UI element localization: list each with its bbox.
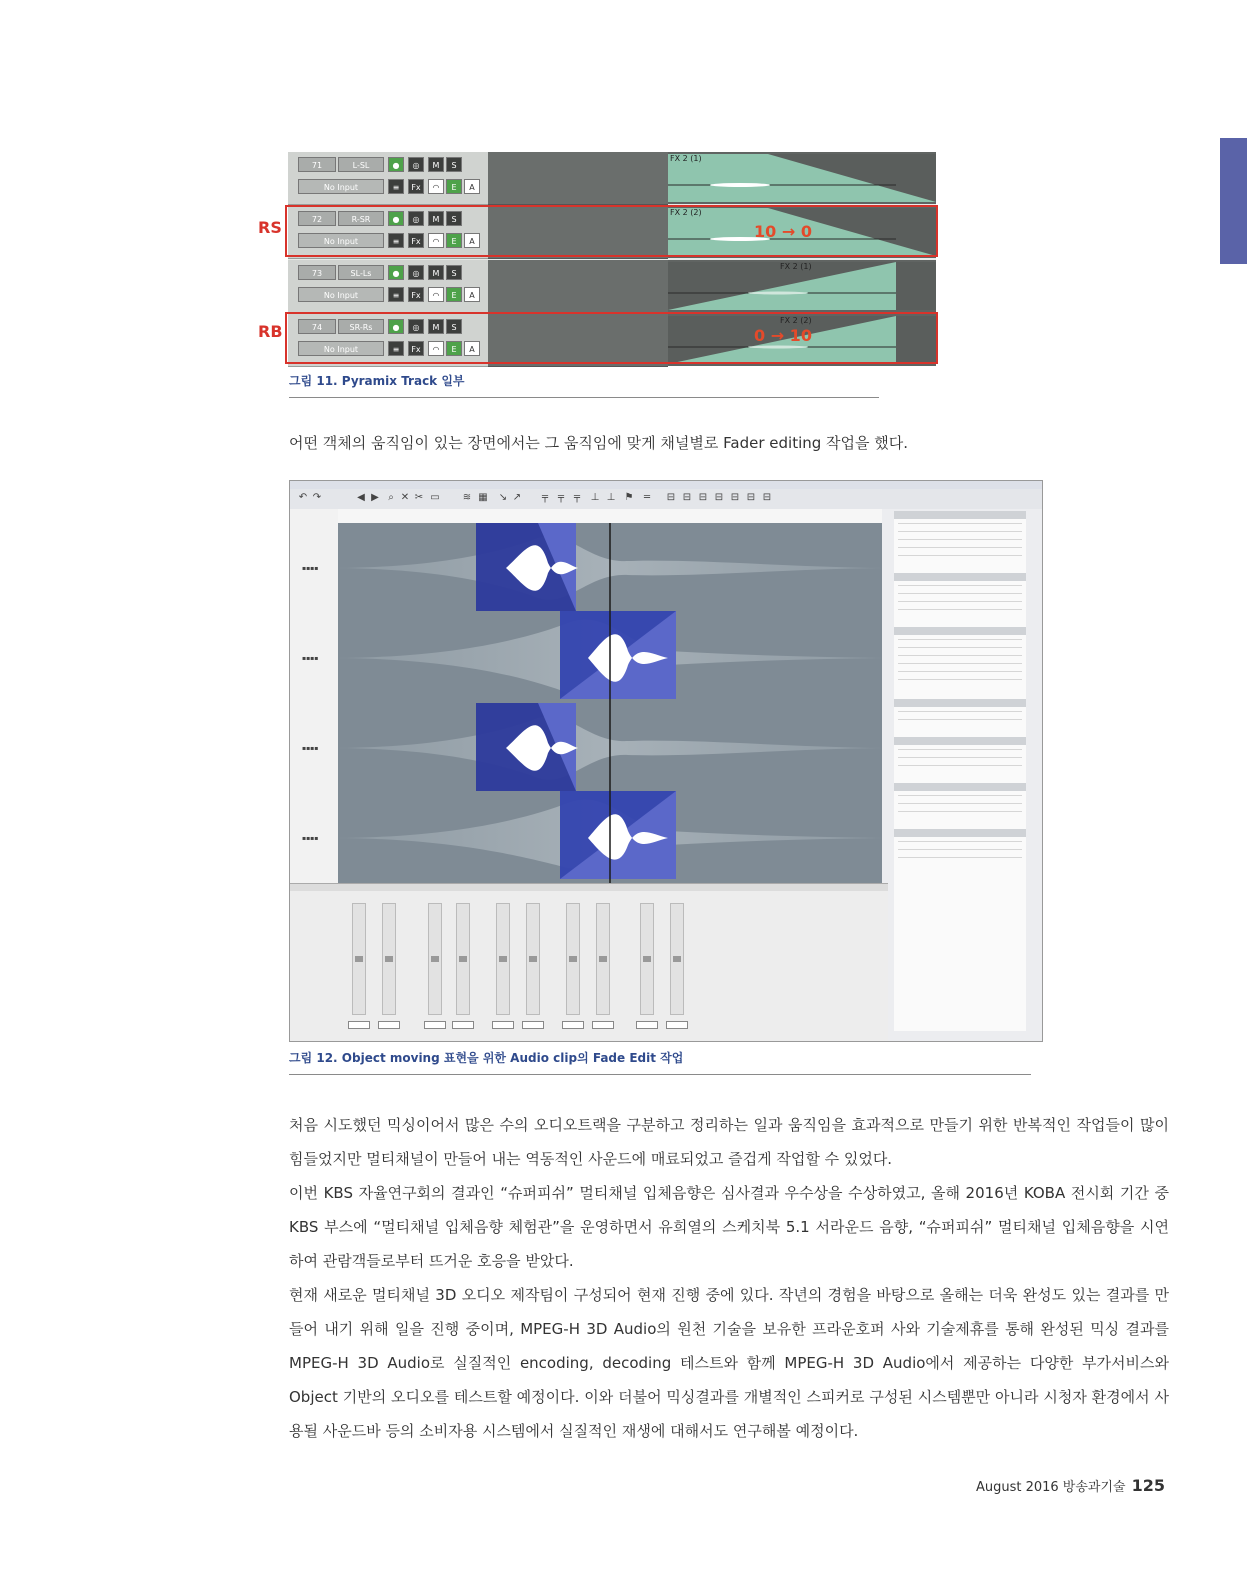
track-name[interactable]: SL-Ls bbox=[338, 265, 384, 280]
solo-button[interactable]: S bbox=[446, 265, 462, 280]
value-field[interactable] bbox=[452, 1021, 474, 1029]
issue-label: August 2016 방송과기술 bbox=[975, 1480, 1126, 1495]
property-row bbox=[898, 765, 1022, 766]
property-row bbox=[898, 663, 1022, 664]
property-row bbox=[898, 671, 1022, 672]
rb-highlight-box bbox=[285, 312, 938, 364]
curve-out-slider[interactable] bbox=[428, 903, 442, 1015]
property-row bbox=[898, 601, 1022, 602]
record-icon[interactable]: ● bbox=[388, 211, 404, 226]
media-in-slider[interactable] bbox=[670, 903, 684, 1015]
panel-section-header[interactable] bbox=[894, 627, 1026, 635]
mute-button[interactable]: M bbox=[428, 319, 444, 334]
fade-annotation: 0 → 10 bbox=[754, 326, 812, 345]
position-out-slider[interactable] bbox=[566, 903, 580, 1015]
timeline-ruler[interactable] bbox=[338, 509, 882, 524]
trim-icon[interactable]: ⊟ bbox=[714, 492, 724, 503]
property-row bbox=[898, 609, 1022, 610]
align-icon[interactable]: ╤ bbox=[557, 492, 565, 503]
trim-icon[interactable]: ⊟ bbox=[698, 492, 708, 503]
clip-label: FX 2 (2) bbox=[670, 208, 702, 217]
insert-icon[interactable]: ≡ bbox=[388, 179, 404, 194]
rb-label: RB bbox=[258, 322, 283, 341]
property-row bbox=[898, 655, 1022, 656]
undo-icon[interactable]: ↶ bbox=[298, 492, 308, 503]
value-field[interactable] bbox=[424, 1021, 446, 1029]
page-number: 125 bbox=[1131, 1476, 1165, 1495]
property-row bbox=[898, 803, 1022, 804]
body-text bbox=[289, 1108, 1169, 1448]
record-icon[interactable]: ● bbox=[388, 265, 404, 280]
panel-section-header[interactable] bbox=[894, 511, 1026, 519]
editor-toolbar bbox=[290, 489, 1042, 509]
mute-button[interactable]: M bbox=[428, 265, 444, 280]
curve-in-slider[interactable] bbox=[456, 903, 470, 1015]
caption-divider bbox=[289, 397, 879, 398]
track-label: ▪▪▪▪ bbox=[302, 745, 319, 752]
marker-icon[interactable]: ⊥ bbox=[590, 492, 600, 503]
track-lane bbox=[488, 152, 668, 205]
mute-button[interactable]: M bbox=[428, 211, 444, 226]
value-field[interactable] bbox=[562, 1021, 584, 1029]
track-label: ▪▪▪▪ bbox=[302, 655, 319, 662]
monitor-icon[interactable]: ◎ bbox=[408, 157, 424, 172]
monitor-icon[interactable]: ◎ bbox=[408, 319, 424, 334]
audio-clip[interactable] bbox=[668, 260, 936, 312]
length-in-slider[interactable] bbox=[526, 903, 540, 1015]
monitor-icon[interactable]: ◎ bbox=[408, 211, 424, 226]
section-tab bbox=[1220, 138, 1247, 264]
record-icon[interactable]: ● bbox=[388, 319, 404, 334]
value-field[interactable] bbox=[378, 1021, 400, 1029]
align-icon[interactable]: ╤ bbox=[541, 492, 549, 503]
mute-button[interactable]: M bbox=[428, 157, 444, 172]
fade-annotation: 10 → 0 bbox=[754, 222, 812, 241]
window-titlebar bbox=[290, 481, 1042, 489]
track-lane bbox=[488, 260, 668, 313]
trim-icon[interactable]: ⊟ bbox=[730, 492, 740, 503]
figure-11-caption: 그림 11. Pyramix Track 일부 bbox=[289, 374, 465, 388]
track-number: 74 bbox=[298, 319, 336, 334]
property-row bbox=[898, 749, 1022, 750]
trim-icon[interactable]: ⊟ bbox=[762, 492, 772, 503]
auto-button[interactable]: A bbox=[464, 287, 480, 302]
monitor-icon[interactable]: ◎ bbox=[408, 265, 424, 280]
track-name[interactable]: L-SL bbox=[338, 157, 384, 172]
insert-icon[interactable]: ≡ bbox=[388, 341, 404, 356]
track-header bbox=[288, 260, 488, 313]
play-icon[interactable]: ▶ bbox=[371, 492, 379, 503]
solo-button[interactable]: S bbox=[446, 211, 462, 226]
track-name-column bbox=[290, 509, 339, 883]
property-row bbox=[898, 795, 1022, 796]
property-row bbox=[898, 711, 1022, 712]
waveform-icon[interactable]: ≋ bbox=[462, 492, 472, 503]
fade-curve-icon[interactable]: ↗ bbox=[512, 492, 522, 503]
track-label: ▪▪▪▪ bbox=[302, 835, 319, 842]
fx-button[interactable]: Fx bbox=[408, 287, 424, 302]
phase-icon[interactable]: ◠ bbox=[428, 233, 444, 248]
panel-section-header[interactable] bbox=[894, 737, 1026, 745]
redo-icon[interactable]: ↷ bbox=[312, 492, 322, 503]
property-row bbox=[898, 593, 1022, 594]
edit-button[interactable]: E bbox=[446, 233, 462, 248]
panel-section-header[interactable] bbox=[894, 573, 1026, 581]
value-field[interactable] bbox=[592, 1021, 614, 1029]
fade-curve-icon[interactable]: ↘ bbox=[498, 492, 508, 503]
track-name[interactable]: SR-Rs bbox=[338, 319, 384, 334]
panel-section-header[interactable] bbox=[894, 783, 1026, 791]
length-out-slider[interactable] bbox=[496, 903, 510, 1015]
grid-icon[interactable]: ▦ bbox=[478, 492, 488, 503]
track-label: ▪▪▪▪ bbox=[302, 565, 319, 572]
caption-divider bbox=[289, 1074, 1031, 1075]
fx-button[interactable]: Fx bbox=[408, 179, 424, 194]
zoom-icon[interactable]: ⌕ bbox=[388, 492, 394, 503]
panel-section-header[interactable] bbox=[894, 829, 1026, 837]
value-field[interactable] bbox=[348, 1021, 370, 1029]
track-number: 73 bbox=[298, 265, 336, 280]
property-row bbox=[898, 585, 1022, 586]
panel-section-header[interactable] bbox=[894, 699, 1026, 707]
property-row bbox=[898, 757, 1022, 758]
rs-label: RS bbox=[258, 218, 282, 237]
input-select[interactable]: No Input bbox=[298, 287, 384, 302]
trim-icon[interactable]: ⊟ bbox=[666, 492, 676, 503]
link-icon[interactable]: ═ bbox=[643, 492, 651, 503]
page-footer bbox=[976, 1476, 1165, 1495]
input-select[interactable]: No Input bbox=[298, 233, 384, 248]
edit-button[interactable]: E bbox=[446, 179, 462, 194]
properties-panel bbox=[894, 511, 1026, 1031]
rs-highlight-box bbox=[285, 205, 938, 257]
property-row bbox=[898, 639, 1022, 640]
marker-icon[interactable]: ⊥ bbox=[606, 492, 616, 503]
figure-12-caption: 그림 12. Object moving 표현을 위한 Audio clip의 Fade Edit 작업 bbox=[289, 1051, 684, 1065]
input-select[interactable]: No Input bbox=[298, 179, 384, 194]
track-name[interactable]: R-SR bbox=[338, 211, 384, 226]
edit-button[interactable]: E bbox=[446, 341, 462, 356]
property-row bbox=[898, 841, 1022, 842]
edit-button[interactable]: E bbox=[446, 287, 462, 302]
property-row bbox=[898, 679, 1022, 680]
media-out-slider[interactable] bbox=[640, 903, 654, 1015]
property-row bbox=[898, 523, 1022, 524]
close-icon[interactable]: ✕ bbox=[400, 492, 410, 503]
track-number: 72 bbox=[298, 211, 336, 226]
paragraph-2: 이번 KBS 자율연구회의 결과인 “슈퍼피쉬” 멀티채널 입체음향은 심사결과 우수상을 수상하였고, 올해 2016년 KOBA 전시회 기간 중 KBS 부스에 “멀티채널 입체음향 체험관”을 운영하면서 유희열의 스케치북 5.1 서라운드 음향, “슈퍼피쉬” 멀티채널 입체음향을 시연하여 관람객들로부터 뜨거운 호응을 받았다. bbox=[289, 1184, 1169, 1270]
insert-icon[interactable]: ≡ bbox=[388, 287, 404, 302]
property-row bbox=[898, 539, 1022, 540]
input-select[interactable]: No Input bbox=[298, 341, 384, 356]
audio-clip[interactable] bbox=[668, 152, 936, 204]
property-row bbox=[898, 547, 1022, 548]
value-field[interactable] bbox=[636, 1021, 658, 1029]
paragraph-1: 처음 시도했던 믹싱이어서 많은 수의 오디오트랙을 구분하고 정리하는 일과 움직임을 효과적으로 만들기 위한 반복적인 작업들이 많이 힘들었지만 멀티채널이 만들어 내는 역동적인 사운드에 매료되었고 즐겁게 작업할 수 있었다. bbox=[289, 1116, 1169, 1168]
prev-icon[interactable]: ◀ bbox=[357, 492, 365, 503]
pyramix-track-figure bbox=[288, 152, 936, 366]
property-row bbox=[898, 849, 1022, 850]
align-icon[interactable]: ╤ bbox=[573, 492, 581, 503]
fx-button[interactable]: Fx bbox=[408, 233, 424, 248]
position-in-slider[interactable] bbox=[596, 903, 610, 1015]
auto-button[interactable]: A bbox=[464, 341, 480, 356]
record-icon[interactable]: ● bbox=[388, 157, 404, 172]
lead-paragraph: 어떤 객체의 움직임이 있는 장면에서는 그 움직임에 맞게 채널별로 Fader editing 작업을 했다. bbox=[289, 434, 909, 452]
trim-icon[interactable]: ⊟ bbox=[746, 492, 756, 503]
clip-label: FX 2 (2) bbox=[780, 316, 812, 325]
view-icon[interactable]: ▭ bbox=[430, 492, 440, 503]
phase-icon[interactable]: ◠ bbox=[428, 341, 444, 356]
fx-button[interactable]: Fx bbox=[408, 341, 424, 356]
gain-in-slider[interactable] bbox=[382, 903, 396, 1015]
phase-icon[interactable]: ◠ bbox=[428, 287, 444, 302]
clip-label: FX 2 (1) bbox=[780, 262, 812, 271]
track-71 bbox=[288, 152, 936, 204]
auto-button[interactable]: A bbox=[464, 179, 480, 194]
solo-button[interactable]: S bbox=[446, 319, 462, 334]
value-field[interactable] bbox=[492, 1021, 514, 1029]
track-73 bbox=[288, 260, 936, 312]
gain-out-slider[interactable] bbox=[352, 903, 366, 1015]
property-row bbox=[898, 555, 1022, 556]
solo-button[interactable]: S bbox=[446, 157, 462, 172]
auto-button[interactable]: A bbox=[464, 233, 480, 248]
fade-editor-figure bbox=[289, 480, 1043, 1042]
flag-icon[interactable]: ⚑ bbox=[624, 492, 634, 503]
track-header bbox=[288, 152, 488, 205]
property-row bbox=[898, 647, 1022, 648]
clip-label: FX 2 (1) bbox=[670, 154, 702, 163]
property-row bbox=[898, 719, 1022, 720]
property-row bbox=[898, 531, 1022, 532]
fade-controls-panel bbox=[290, 891, 888, 1041]
track-number: 71 bbox=[298, 157, 336, 172]
property-row bbox=[898, 857, 1022, 858]
paragraph-3: 현재 새로운 멀티채널 3D 오디오 제작팀이 구성되어 현재 진행 중에 있다. 작년의 경험을 바탕으로 올해는 더욱 완성도 있는 결과를 만들어 내기 위해 일을 진행 중이며, MPEG-H 3D Audio의 원천 기술을 보유한 프라운호퍼 사와 기술제휴를 통해 완성된 믹싱 결과를 MPEG-H 3D Audio로 실질적인 encoding, decoding 테스트와 함께 MPEG-H 3D Audio에서 제공하는 다양한 부가서비스와 Object 기반의 오디오를 테스트할 예정이다. 이와 더불어 믹싱결과를 개별적인 스피커로 구성된 시스템뿐만 아니라 시청자 환경에서 사용될 사운드바 등의 소비자용 시스템에서 실질적인 재생에 대해서도 연구해볼 예정이다. bbox=[289, 1286, 1169, 1440]
value-field[interactable] bbox=[666, 1021, 688, 1029]
cut-icon[interactable]: ✂ bbox=[414, 492, 424, 503]
trim-icon[interactable]: ⊟ bbox=[682, 492, 692, 503]
value-field[interactable] bbox=[522, 1021, 544, 1029]
phase-icon[interactable]: ◠ bbox=[428, 179, 444, 194]
waveform-view[interactable] bbox=[338, 523, 882, 883]
property-row bbox=[898, 811, 1022, 812]
insert-icon[interactable]: ≡ bbox=[388, 233, 404, 248]
